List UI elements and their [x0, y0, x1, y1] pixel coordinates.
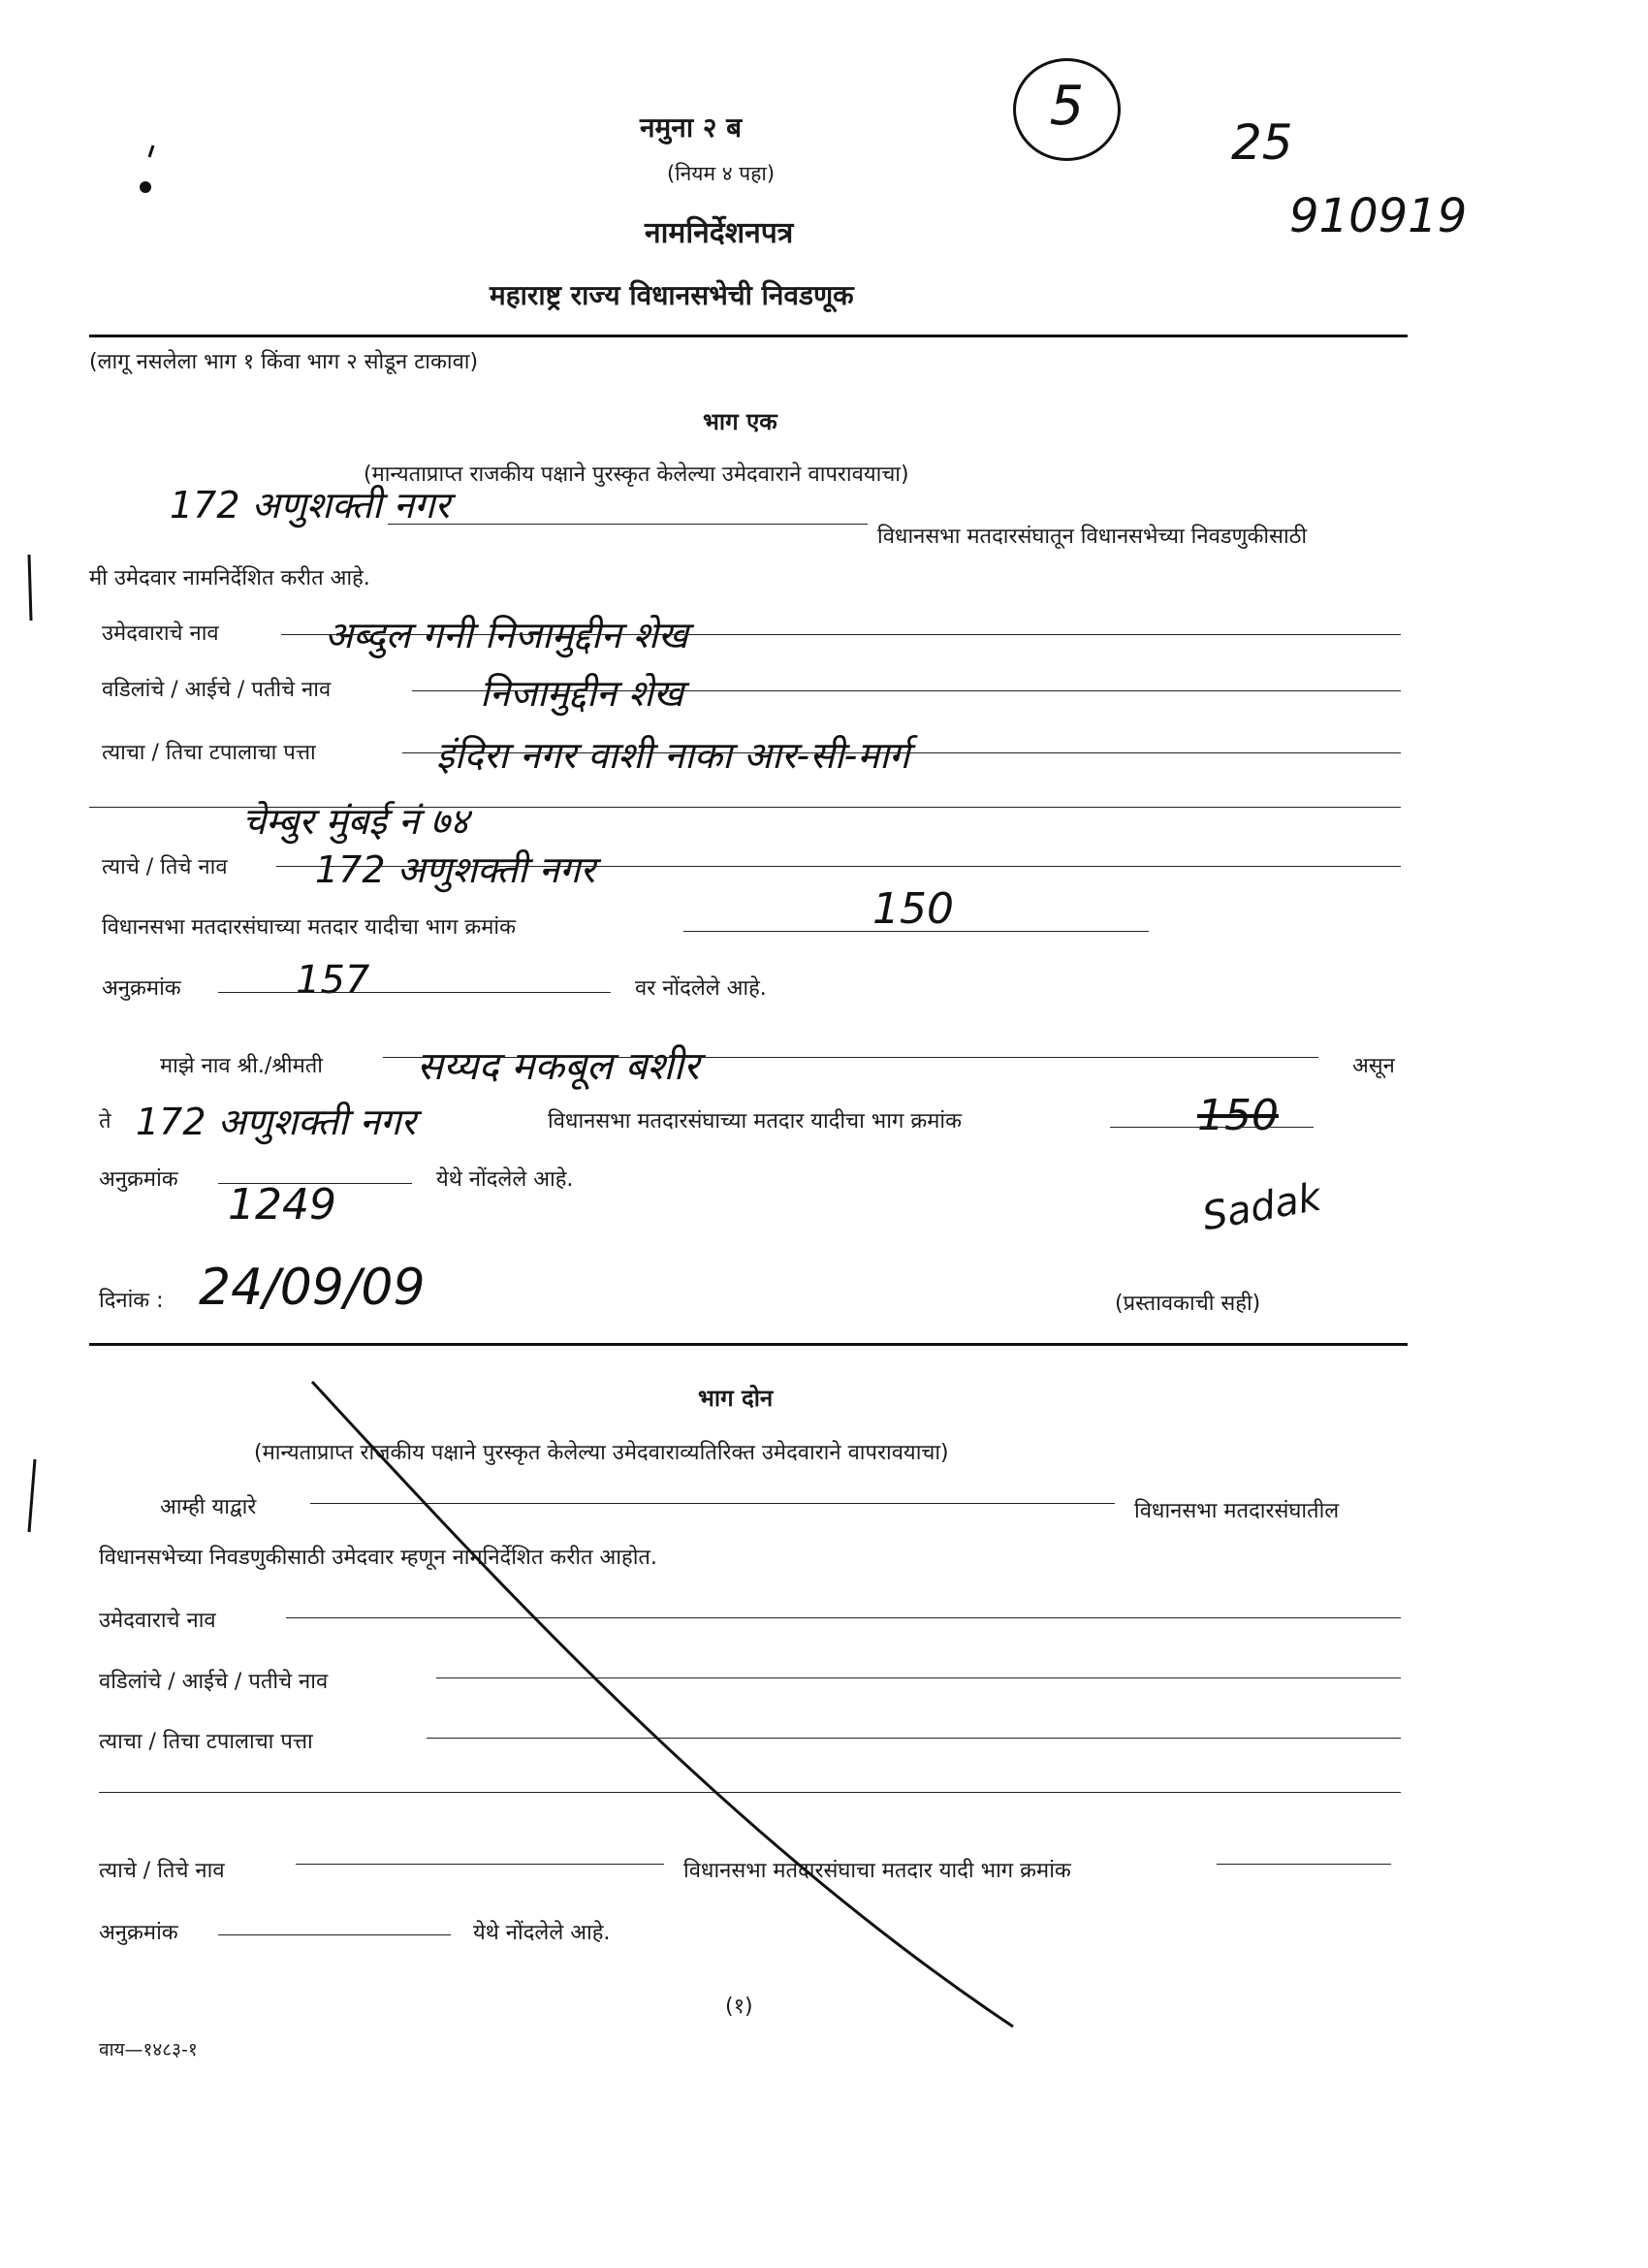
address-label: त्याचा / तिचा टपालाचा पत्ता [102, 741, 316, 765]
form-number: नमुना २ ब [640, 112, 743, 144]
address-line-2[interactable]: चेम्बुर मुंबई नं ७४ [242, 800, 469, 843]
father-name-label: वडिलांचे / आईचे / पतीचे नाव [102, 678, 332, 702]
proposer-label: माझे नाव श्री./श्रीमती [160, 1054, 323, 1078]
proposer-suffix: असून [1352, 1054, 1395, 1078]
constituency-suffix: विधानसभा मतदारसंघातून विधानसभेच्या निवडणुकीसाठी [877, 525, 1308, 549]
signature-label: (प्रस्तावकाची सही) [1115, 1292, 1261, 1316]
part-two-address-label: त्याचा / तिचा टपालाचा पत्ता [99, 1730, 313, 1754]
te-label: ते [99, 1109, 111, 1134]
serial-label: अनुक्रमांक [102, 976, 181, 1001]
proposer-constituency[interactable]: 172 अणुशक्ती नगर [136, 1101, 416, 1143]
serial-value[interactable]: 157 [296, 958, 370, 1003]
part-two-nominate-text: विधानसभेच्या निवडणुकीसाठी उमेदवार म्हणून नामनिर्देशित करीत आहोत. [99, 1546, 657, 1570]
address-line-1[interactable]: इंदिरा नगर वाशी नाका आर-सी-मार्ग [436, 734, 910, 777]
circled-mark-text: 5 [1049, 75, 1085, 138]
proposer-roll-value[interactable]: 150 [1197, 1091, 1279, 1140]
date-label: दिनांक : [99, 1289, 164, 1313]
proposer-signature: Sadak [1198, 1174, 1325, 1240]
date-value[interactable]: 24/09/09 [199, 1259, 426, 1317]
part-two-registered-text: येथे नोंदलेले आहे. [473, 1921, 611, 1945]
candidate-name-label: उमेदवाराचे नाव [102, 622, 219, 646]
proposer-value[interactable]: सय्यद मकबूल बशीर [417, 1044, 700, 1089]
constituency-value[interactable]: 172 अणुशक्ती नगर [170, 484, 450, 527]
his-her-name-value[interactable]: 172 अणुशक्ती नगर [315, 848, 595, 891]
part-two-we-label: आम्ही याद्वारे [160, 1495, 257, 1519]
part-two-father-name-label: वडिलांचे / आईचे / पतीचे नाव [99, 1670, 329, 1694]
form-code: वाय—१४८३-१ [99, 2039, 198, 2060]
document-subtitle: महाराष्ट्र राज्य विधानसभेची निवडणूक [490, 279, 854, 311]
part-two-roll-label: विधानसभा मतदारसंघाचा मतदार यादी भाग क्रमांक [683, 1859, 1071, 1883]
registered-text: वर नोंदलेले आहे. [635, 976, 767, 1001]
candidate-name-value[interactable]: अब्दुल गनी निजामुद्दीन शेख [325, 614, 688, 656]
document-title: नामनिर्देशनपत्र [645, 216, 794, 250]
part-two-candidate-name-label: उमेदवाराचे नाव [99, 1609, 216, 1633]
father-name-value[interactable]: निजामुद्दीन शेख [480, 672, 684, 715]
part-two-serial-label: अनुक्रमांक [99, 1921, 178, 1945]
part-one-subheading: (मान्यताप्राप्त राजकीय पक्षाने पुरस्कृत केलेल्या उमेदवाराने वापरावयाचा) [364, 463, 909, 487]
instruction-text: (लागू नसलेला भाग १ किंवा भाग २ सोडून टाकावा) [89, 350, 479, 374]
part-two-heading: भाग दोन [698, 1385, 774, 1412]
roll-part-value[interactable]: 150 [872, 884, 954, 934]
roll-part-label: विधानसभा मतदारसंघाच्या मतदार यादीचा भाग क्रमांक [102, 915, 516, 940]
part-two-constituency-suffix: विधानसभा मतदारसंघातील [1134, 1499, 1340, 1523]
corner-note-bottom: 910919 [1289, 189, 1468, 243]
proposer-registered-text: येथे नोंदलेले आहे. [436, 1167, 574, 1192]
proposer-serial-label: अनुक्रमांक [99, 1167, 178, 1192]
part-one-heading: भाग एक [703, 408, 777, 435]
part-two-his-her-name-label: त्याचे / तिचे नाव [99, 1859, 225, 1883]
corner-note-top: 25 [1231, 114, 1293, 171]
proposer-serial-value[interactable]: 1249 [228, 1180, 336, 1230]
proposer-roll-label: विधानसभा मतदारसंघाच्या मतदार यादीचा भाग क्रमांक [548, 1109, 962, 1134]
page-number: (१) [725, 1995, 753, 2019]
rule-reference: (नियम ४ पहा) [667, 162, 776, 185]
nominate-text: मी उमेदवार नामनिर्देशित करीत आहे. [89, 566, 370, 591]
his-her-name-label: त्याचे / तिचे नाव [102, 855, 228, 879]
part-two-subheading: (मान्यताप्राप्त राजकीय पक्षाने पुरस्कृत केलेल्या उमेदवाराव्यतिरिक्त उमेदवाराने वापरावयाचा) [254, 1441, 949, 1465]
